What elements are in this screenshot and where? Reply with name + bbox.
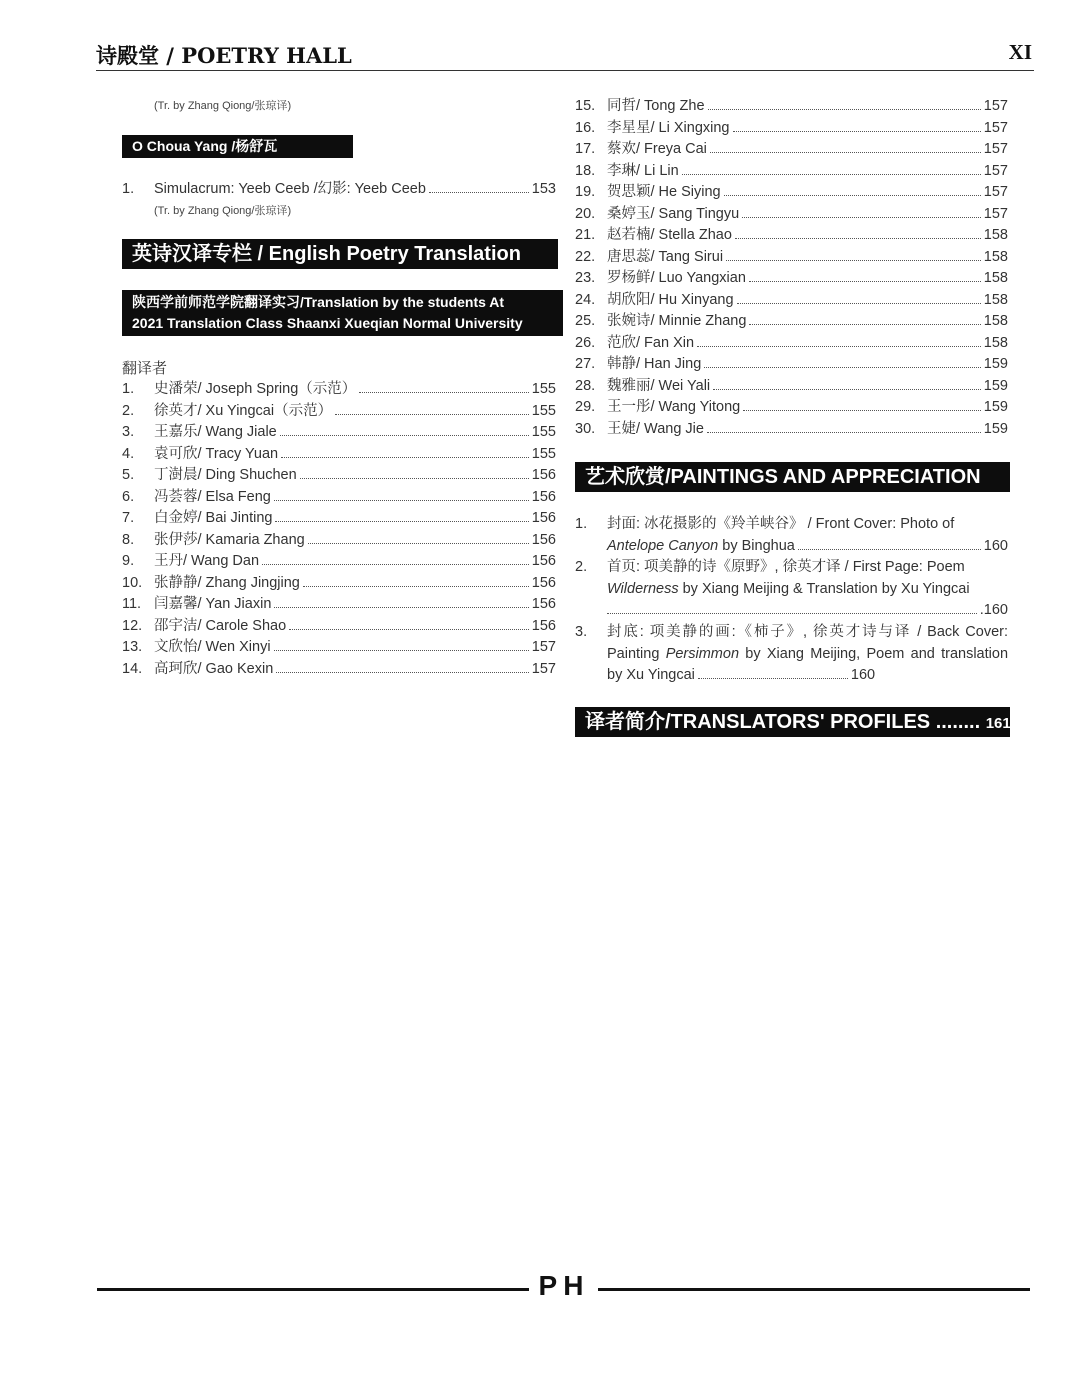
toc-entry[interactable] (122, 379, 556, 400)
entry-page: 155 (531, 381, 556, 397)
leader-dots (276, 660, 529, 673)
leader-dots (308, 531, 529, 544)
entry-title: 王婕/ Wang Jie (607, 420, 704, 437)
leader-dots (262, 552, 529, 565)
entry-credit: by Xiang Meijing & Translation by Xu Yingcai (678, 580, 970, 597)
toc-entry[interactable] (122, 530, 556, 551)
entry-page: 159 (983, 399, 1008, 415)
toc-entry[interactable] (575, 419, 1008, 440)
entry-title: 贺思颖/ He Siying (607, 184, 721, 200)
entry-title: 文欣怡/ Wen Xinyi (154, 639, 271, 655)
translator-note: (Tr. by Zhang Qiong/张琼译) (154, 205, 292, 217)
entry-number: 25. (575, 313, 596, 329)
toc-entry[interactable] (575, 397, 1008, 418)
entry-number: 26. (575, 334, 596, 351)
entry-page: 158 (983, 227, 1008, 243)
entry-number: 4. (122, 445, 135, 462)
leader-dots (713, 377, 981, 390)
entry-page: 158 (983, 270, 1008, 286)
entry-title: 范欣/ Fan Xin (607, 334, 695, 351)
leader-dots (682, 162, 981, 175)
section-title-profiles[interactable] (575, 707, 1010, 737)
entry-number: 6. (122, 488, 135, 505)
leader-dots (707, 420, 981, 433)
entry-page: 155 (531, 424, 556, 440)
leader-dots (289, 617, 529, 630)
profiles-title: 译者简介/TRANSLATORS' PROFILES ........ (585, 711, 981, 733)
entry-number: 15. (575, 98, 596, 114)
entry-number: 17. (575, 141, 596, 157)
entry-title: 首页: 项美静的诗《原野》, 徐英才译 / First Page: Poem (607, 559, 965, 575)
entry-title: 丁澍晨/ Ding Shuchen (154, 467, 297, 483)
entry-page: 157 (983, 141, 1008, 157)
entry-page: 153 (531, 181, 556, 197)
entry-number: 12. (122, 617, 143, 634)
journal-title: 诗殿堂 / POETRY HALL (96, 43, 352, 68)
entry-title: 邵宇洁/ Carole Shao (154, 617, 287, 634)
entry-title: 冯荟蓉/ Elsa Feng (154, 488, 271, 505)
entry-title: 白金婷/ Bai Jinting (154, 510, 273, 526)
toc-entry[interactable] (575, 161, 1008, 182)
leader-dots (275, 509, 528, 522)
entry-page: 158 (983, 334, 1008, 351)
entry-number: 24. (575, 291, 596, 308)
leader-dots (710, 140, 981, 153)
entry-page: 156 (531, 510, 556, 526)
entry-title: 高珂欣/ Gao Kexin (154, 660, 274, 677)
leader-dots (737, 291, 981, 304)
entry-page: 157 (531, 660, 556, 677)
entry-page: 158 (983, 313, 1008, 329)
toc-entry[interactable] (122, 487, 556, 508)
entry-number: 14. (122, 660, 143, 677)
footer-logo: PH (538, 1270, 590, 1301)
class-heading-line: 陕西学前师范学院翻译实习/Translation by the students At (132, 294, 505, 310)
leader-dots (697, 334, 981, 347)
leader-dots (274, 638, 529, 651)
toc-entry[interactable] (575, 333, 1008, 354)
entry-page: 157 (983, 205, 1008, 222)
entry-title: 袁可欣/ Tracy Yuan (154, 445, 279, 462)
entry-number: 8. (122, 531, 135, 548)
entry-number: 28. (575, 377, 596, 394)
entry-page: 158 (983, 291, 1008, 308)
entry-number: 16. (575, 119, 596, 136)
toc-entry[interactable] (122, 444, 556, 465)
leader-dots (281, 445, 529, 458)
entry-title: 张静静/ Zhang Jingjing (154, 574, 300, 591)
toc-entry[interactable] (122, 422, 556, 443)
toc-entry[interactable] (122, 401, 556, 422)
toc-entry[interactable] (575, 290, 1008, 311)
leader-dots (274, 488, 529, 501)
entry-number: 11. (122, 596, 142, 612)
author-heading-choua-yang: O Choua Yang /杨舒瓦 (122, 135, 353, 158)
leader-dots (798, 537, 981, 550)
entry-title: 李琳/ Li Lin (607, 162, 679, 179)
entry-page: 157 (983, 119, 1008, 136)
class-heading (122, 290, 563, 336)
entry-page: 156 (531, 531, 556, 548)
work-title: Antelope Canyon (607, 537, 719, 554)
entry-title: 王丹/ Wang Dan (154, 553, 260, 569)
entry-number: 21. (575, 227, 596, 243)
toc-entry[interactable] (575, 376, 1008, 397)
toc-entry[interactable] (122, 594, 556, 615)
entry-title: 同哲/ Tong Zhe (607, 98, 705, 114)
entry-title: 李星星/ Li Xingxing (607, 119, 730, 136)
entry-number: 2. (122, 402, 135, 419)
entry-title: 赵若楠/ Stella Zhao (607, 227, 732, 243)
section-title-english-poetry: 英诗汉译专栏 / English Poetry Translation (122, 239, 558, 269)
section-title-paintings: 艺术欣赏/PAINTINGS AND APPRECIATION (575, 462, 1010, 492)
entry-title: 魏雅丽/ Wei Yali (607, 377, 711, 394)
page-header (96, 38, 1034, 71)
toc-entry[interactable] (575, 311, 1008, 332)
entry-number: 9. (122, 553, 135, 569)
leader-dots (735, 226, 981, 239)
entry-title: 韩静/ Han Jing (607, 356, 702, 372)
toc-entry[interactable] (122, 508, 556, 529)
entry-number: 30. (575, 420, 596, 437)
entry-number: 7. (122, 510, 135, 526)
entry-title: 闫嘉馨/ Yan Jiaxin (154, 596, 272, 612)
entry-title: 封底: 项美静的画:《柿子》, 徐英才诗与译 / Back Cover: Painting (607, 624, 1008, 662)
toc-entry[interactable] (122, 573, 556, 594)
leader-dots (429, 180, 529, 193)
toc-entry[interactable] (575, 225, 1008, 246)
entry-credit: by Xiang Meijing, Poem and translation by Xu Yingcai (607, 645, 1009, 683)
toc-entry[interactable] (122, 551, 556, 572)
entry-page: 159 (983, 356, 1008, 372)
entry-page: 156 (531, 488, 556, 505)
entry-number: 20. (575, 205, 596, 222)
toc-entry[interactable] (575, 139, 1008, 160)
entry-number: 29. (575, 399, 596, 415)
toc-entry[interactable] (122, 659, 556, 680)
entry-number: 1. (575, 516, 588, 532)
entry-number: 2. (575, 559, 588, 575)
work-title: Wilderness (607, 580, 679, 597)
work-title: Persimmon (665, 645, 740, 662)
entry-credit: by Binghua (718, 537, 795, 554)
entry-title: 王嘉乐/ Wang Jiale (154, 424, 277, 440)
entry-page: 155 (531, 402, 556, 419)
leader-dots (359, 380, 529, 393)
entry-page: 160 (850, 667, 876, 683)
entry-page: 156 (531, 596, 556, 612)
entry-title: 唐思蕊/ Tang Sirui (607, 248, 724, 265)
art-entry-back-cover[interactable] (575, 622, 1008, 687)
art-entry-first-page[interactable] (575, 557, 1008, 622)
leader-dots (303, 574, 529, 587)
leader-dots (749, 269, 981, 282)
entry-title: 封面: 冰花摄影的《羚羊峡谷》 / Front Cover: Photo of (607, 516, 955, 532)
entry-page: 159 (983, 377, 1008, 394)
entry-number: 3. (575, 624, 588, 640)
footer-rule-left (97, 1288, 529, 1291)
translator-note: (Tr. by Zhang Qiong/张琼译) (154, 100, 292, 112)
translators-label: 翻译者 (122, 360, 168, 377)
leader-dots (274, 595, 528, 608)
entry-page: 157 (983, 184, 1008, 200)
footer-rule-right (598, 1288, 1030, 1291)
entry-page: 157 (983, 162, 1008, 179)
entry-number: 13. (122, 639, 143, 655)
entry-title: 徐英才/ Xu Yingcai（示范） (154, 402, 333, 419)
leader-dots (742, 205, 981, 218)
toc-entry[interactable] (575, 118, 1008, 139)
entry-number: 1. (122, 181, 135, 197)
entry-page: 156 (531, 617, 556, 634)
entry-title: Simulacrum: Yeeb Ceeb /幻影: Yeeb Ceeb (154, 181, 426, 197)
leader-dots (280, 423, 529, 436)
entry-number: 23. (575, 270, 596, 286)
entry-title: 蔡欢/ Freya Cai (607, 141, 707, 157)
entry-title: 胡欣阳/ Hu Xinyang (607, 291, 734, 308)
entry-number: 22. (575, 248, 596, 265)
entry-number: 5. (122, 467, 135, 483)
entry-title: 张伊莎/ Kamaria Zhang (154, 531, 305, 548)
toc-entry[interactable] (575, 96, 1008, 117)
entry-page: .160 (979, 602, 1008, 618)
toc-entry[interactable] (122, 637, 556, 658)
toc-entry-simulacrum[interactable] (122, 179, 556, 200)
leader-dots (698, 666, 848, 679)
profiles-page: 161 (985, 715, 1011, 732)
entry-title: 张婉诗/ Minnie Zhang (607, 313, 747, 329)
entry-title: 罗杨鲜/ Luo Yangxian (607, 270, 746, 286)
toc-entry[interactable] (575, 247, 1008, 268)
entry-title: 桑婷玉/ Sang Tingyu (607, 205, 740, 222)
entry-number: 27. (575, 356, 596, 372)
entry-page: 156 (531, 467, 556, 483)
leader-dots (743, 398, 981, 411)
entry-page: 155 (531, 445, 556, 462)
leader-dots (300, 466, 529, 479)
toc-entry[interactable] (122, 465, 556, 486)
leader-dots (607, 601, 977, 614)
art-entry-front-cover[interactable] (575, 514, 1008, 557)
toc-entry[interactable] (575, 204, 1008, 225)
entry-number: 18. (575, 162, 596, 179)
entry-number: 10. (122, 574, 143, 591)
toc-entry[interactable] (575, 182, 1008, 203)
entry-page: 156 (531, 574, 556, 591)
leader-dots (726, 248, 981, 261)
entry-number: 3. (122, 424, 135, 440)
entry-title: 王一彤/ Wang Yitong (607, 399, 741, 415)
entry-page: 157 (983, 98, 1008, 114)
entry-page: 159 (983, 420, 1008, 437)
toc-entry[interactable] (575, 268, 1008, 289)
leader-dots (724, 183, 981, 196)
entry-page: 160 (983, 537, 1008, 554)
leader-dots (708, 97, 981, 110)
leader-dots (704, 355, 981, 368)
entry-title: 史潘荣/ Joseph Spring（示范） (154, 381, 357, 397)
leader-dots (749, 312, 980, 325)
entry-number: 1. (122, 381, 135, 397)
toc-entry[interactable] (575, 354, 1008, 375)
leader-dots (335, 402, 529, 415)
entry-number: 19. (575, 184, 596, 200)
leader-dots (733, 119, 981, 132)
page-number-roman: XI (1008, 40, 1032, 64)
entry-page: 157 (531, 639, 556, 655)
entry-page: 156 (531, 553, 556, 569)
toc-entry[interactable] (122, 616, 556, 637)
entry-page: 158 (983, 248, 1008, 265)
class-heading-line: 2021 Translation Class Shaanxi Xueqian Normal University (132, 315, 523, 331)
